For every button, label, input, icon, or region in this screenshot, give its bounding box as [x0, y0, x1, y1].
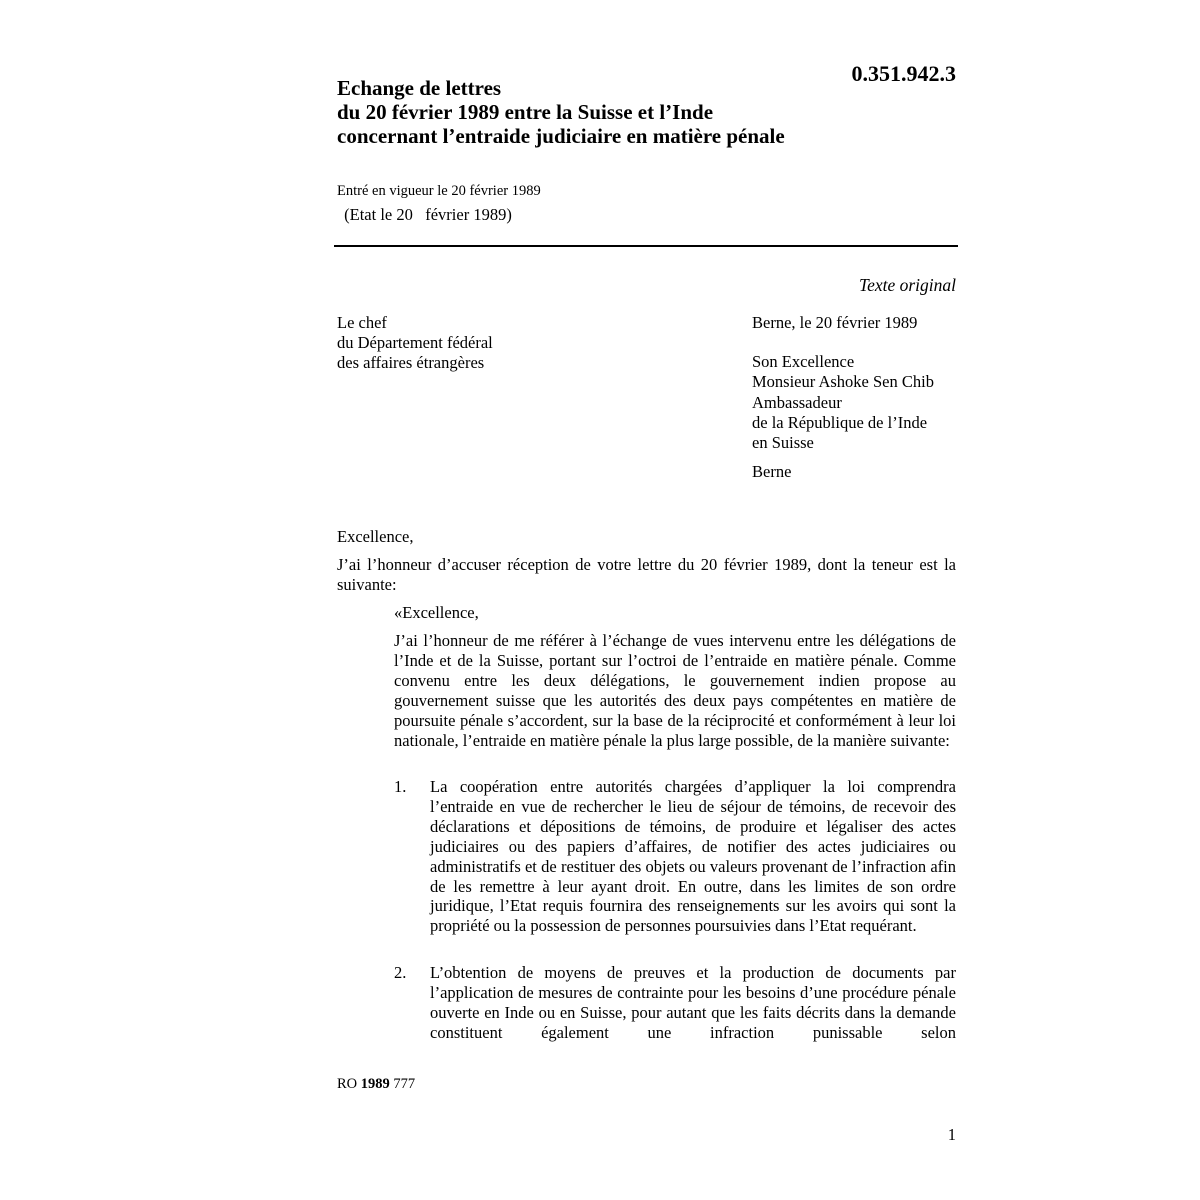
status-date: (Etat le 20 février 1989) — [340, 205, 512, 224]
recipient-line: de la République de l’Inde — [752, 412, 928, 432]
recipient-city: Berne — [752, 462, 792, 481]
ro-page: 777 — [393, 1076, 416, 1092]
page-number: 1 — [947, 1125, 956, 1144]
place-date: Berne, le 20 février 1989 — [752, 313, 918, 332]
original-text-label: Texte original — [858, 275, 956, 295]
list-item-text: La coopération entre autorités chargées d’appliquer la loi comprendra l’entraide en vue de rechercher le lieu de séjour de témoins, de recevoir des déclarations et dépositions de témoins, de produire et légaliser des actes judiciaires ou des papiers d’affaires, de notifier des actes judiciaires ou administratifs et de restituer des objets ou valeurs provenant de l’infraction afin de les remettre à leur ayant droit. En outre, dans les limites de son ordre juridique, l’Etat requis fournira des renseignements sur les avoirs qui sont la propriété ou la possession de personnes poursuivies dans l’Etat requérant. — [430, 777, 956, 936]
document-title — [337, 76, 937, 148]
ro-year: 1989 — [360, 1076, 390, 1092]
list-item-text: L’obtention de moyens de preuves et la production de documents par l’application de mesures de contrainte pour les besoins d’une procédure pénale ouverte en Inde ou en Suisse, pour autant que les faits décrits dans la demande constituent également une infraction punissable selon — [430, 963, 956, 1042]
list-item-number: 2. — [394, 963, 407, 982]
title-line: Echange de lettres — [337, 76, 502, 100]
horizontal-rule — [334, 245, 958, 247]
quoted-paragraph: J’ai l’honneur de me référer à l’échange de vues intervenu entre les délégations de l’Inde et de la Suisse, portant sur l’octroi de l’entraide en matière pénale. Comme convenu entre les deux délégations, le gouvernement indien propose au gouvernement suisse que les autorités des deux pays compétentes en matière de poursuite pénale s’accordent, sur la base de la réciprocité et conformément à leur loi nationale, l’entraide en matière pénale la plus large possible, de la manière suivante: — [394, 631, 956, 750]
letter-intro: J’ai l’honneur d’accuser réception de votre lettre du 20 février 1989, dont la teneur est la suivante: — [337, 555, 956, 594]
quoted-salutation: «Excellence, — [394, 603, 479, 622]
document-number: 0.351.942.3 — [851, 61, 956, 86]
recipient-line: Ambassadeur — [752, 392, 842, 412]
sender-line: Le chef — [337, 313, 387, 332]
list-item — [394, 777, 956, 936]
list-item — [394, 963, 956, 1043]
recipient-line: Son Excellence — [752, 352, 855, 371]
sender-block — [337, 313, 493, 373]
sender-line: du Département fédéral — [337, 333, 493, 352]
recipient-block — [752, 352, 934, 453]
sender-line: des affaires étrangères — [337, 353, 485, 372]
letter-salutation: Excellence, — [337, 527, 414, 546]
entry-into-force: Entré en vigueur le 20 février 1989 — [337, 183, 541, 199]
ro-prefix: RO — [337, 1076, 358, 1092]
recipient-line: Monsieur Ashoke Sen Chib — [752, 372, 934, 392]
title-line: du 20 février 1989 entre la Suisse et l’Inde — [337, 100, 714, 124]
title-line: concernant l’entraide judiciaire en matière pénale — [337, 124, 785, 148]
official-compilation-reference — [337, 1075, 415, 1093]
recipient-line: en Suisse — [752, 433, 814, 453]
list-item-number: 1. — [394, 777, 407, 796]
